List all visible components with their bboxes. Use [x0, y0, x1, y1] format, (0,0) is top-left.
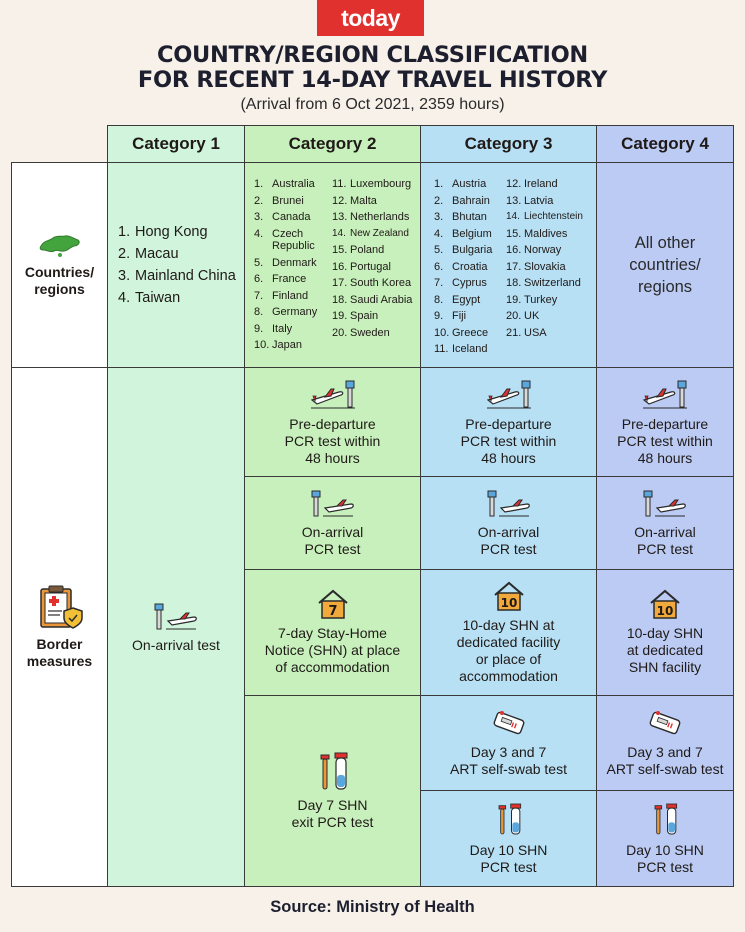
- row-label-border-measures: [11, 367, 108, 887]
- list-item: 3. Canada: [254, 211, 311, 223]
- arrival-plane-icon: [311, 488, 355, 518]
- list-item: 20. Sweden: [332, 326, 390, 339]
- category-3-list-right: [506, 176, 594, 341]
- list-item: 21. USA: [506, 326, 547, 339]
- border-label-line-2: measures: [26, 653, 93, 669]
- exit-test-text: exit PCR test: [291, 814, 374, 830]
- shn-10-text: or place of: [475, 650, 542, 667]
- day10-test-text: PCR test: [480, 858, 537, 875]
- list-item: 13. Latvia: [506, 194, 554, 207]
- svg-text:10: 10: [500, 595, 517, 610]
- list-item: 12. Malta: [332, 194, 377, 207]
- category-3-day10-test: [420, 790, 597, 887]
- pre-departure-text: Pre-departure: [289, 415, 376, 432]
- shn-10-text: accommodation: [459, 667, 558, 684]
- list-item: 17. South Korea: [332, 277, 412, 289]
- day10-test-text: PCR test: [636, 858, 693, 875]
- art-test-text: ART self-swab test: [450, 761, 567, 777]
- shn-7-text: of accommodation: [275, 659, 390, 675]
- list-item: 10. Japan: [254, 339, 302, 351]
- list-item: 10. Greece: [434, 326, 489, 339]
- category-1-measures: [107, 367, 245, 887]
- on-arrival-text: PCR test: [304, 541, 361, 557]
- category-1-list: [118, 221, 236, 309]
- arrival-plane-icon: [643, 488, 687, 518]
- on-arrival-text: On-arrival: [477, 524, 540, 540]
- test-tubes-icon: [650, 802, 680, 836]
- arrival-plane-icon: [487, 488, 531, 518]
- list-item: 1. Hong Kong: [118, 224, 208, 240]
- title-line-1: COUNTRY/REGION CLASSIFICATION: [157, 42, 588, 68]
- on-arrival-text: On-arrival: [301, 524, 364, 540]
- category-4-art-test: [596, 695, 734, 791]
- pre-departure-text: Pre-departure: [465, 415, 552, 432]
- category-4-day10-test: [596, 790, 734, 887]
- list-item: 8. Germany: [254, 306, 318, 318]
- clipboard-shield-icon: [36, 584, 84, 630]
- category-2-pre-departure: [244, 367, 421, 477]
- list-item: 7. Cyprus: [434, 277, 487, 289]
- header-category-4: Category 4: [596, 125, 734, 163]
- category-1-countries: [107, 162, 245, 368]
- list-item: 2. Brunei: [254, 194, 304, 207]
- category-4-countries: [596, 162, 734, 368]
- category-3-pre-departure: [420, 367, 597, 477]
- list-item: 5. Denmark: [254, 256, 317, 269]
- page-subtitle: (Arrival from 6 Oct 2021, 2359 hours): [240, 96, 505, 113]
- category-2-on-arrival: [244, 476, 421, 570]
- house-10-icon: [648, 589, 682, 619]
- departure-plane-icon: [309, 378, 357, 410]
- list-item: 8. Egypt: [434, 293, 481, 306]
- svg-text:7: 7: [327, 604, 338, 619]
- list-item: 11. Iceland: [434, 343, 488, 355]
- pre-departure-text: PCR test within: [284, 432, 381, 449]
- list-item: 3. Bhutan: [434, 211, 487, 223]
- category-3-list-left: [434, 176, 506, 358]
- list-item: 19. Spain: [332, 310, 379, 322]
- list-item: 13. Netherlands: [332, 211, 410, 223]
- list-item: 15. Poland: [332, 244, 385, 256]
- category-3-on-arrival: [420, 476, 597, 570]
- list-item: 7. Finland: [254, 289, 309, 302]
- art-test-text: Day 3 and 7: [470, 744, 547, 760]
- list-item: 15. Maldives: [506, 227, 568, 240]
- category-4-on-arrival: [596, 476, 734, 570]
- category-2-exit-test: [244, 695, 421, 887]
- exit-test-text: Day 7 SHN: [297, 797, 368, 813]
- list-item: 11. Luxembourg: [332, 178, 412, 190]
- pre-departure-text: 48 hours: [305, 449, 360, 466]
- list-item: 19. Turkey: [506, 293, 558, 306]
- category-4-pre-departure: [596, 367, 734, 477]
- list-item: 2. Macau: [118, 246, 179, 262]
- header-category-3: Category 3: [420, 125, 597, 163]
- list-item: 6. France: [254, 273, 307, 285]
- shn-7-text: Notice (SHN) at place: [264, 642, 401, 658]
- category-2-countries: [244, 162, 421, 368]
- shn-10-text: 10-day SHN: [626, 625, 704, 641]
- pre-departure-text: PCR test within: [460, 432, 557, 449]
- list-item: 4. Taiwan: [118, 290, 181, 306]
- day10-test-text: Day 10 SHN: [626, 841, 704, 858]
- today-logo: today: [317, 0, 424, 36]
- list-item: 9. Italy: [254, 322, 293, 335]
- classification-table: [11, 125, 734, 887]
- countries-label-line-2: regions: [34, 281, 85, 297]
- header-category-2: Category 2: [244, 125, 421, 163]
- shn-10-text: 10-day SHN at: [462, 616, 555, 633]
- departure-plane-icon: [641, 378, 689, 410]
- island-map-icon: [38, 232, 82, 258]
- border-label-line-1: Border: [36, 636, 83, 652]
- category-2-shn: [244, 569, 421, 696]
- countries-label-line-1: Countries/: [24, 264, 95, 280]
- list-item: 2. Bahrain: [434, 194, 490, 207]
- house-7-icon: [316, 589, 350, 619]
- title-line-2: FOR RECENT 14-DAY TRAVEL HISTORY: [137, 67, 608, 93]
- art-kit-icon: [648, 708, 682, 738]
- test-tubes-icon: [494, 802, 524, 836]
- departure-plane-icon: [485, 378, 533, 410]
- category-4-text-line-3: regions: [637, 278, 693, 296]
- row-label-countries: [11, 162, 108, 368]
- list-item: 1. Australia: [254, 178, 315, 190]
- list-item: 1. Austria: [434, 178, 487, 190]
- list-item: 14. Liechtenstein: [506, 211, 583, 222]
- list-item: 12. Ireland: [506, 178, 558, 190]
- pre-departure-text: 48 hours: [481, 449, 536, 466]
- category-4-text-line-2: countries/: [629, 256, 701, 274]
- list-item: 4. Belgium: [434, 227, 492, 240]
- shn-10-text: dedicated facility: [456, 633, 561, 650]
- category-2-list-right: [332, 176, 418, 341]
- category-2-list-left: [254, 176, 332, 354]
- on-arrival-text: PCR test: [480, 541, 537, 557]
- pre-departure-text: PCR test within: [617, 432, 713, 449]
- art-test-text: ART self-swab test: [606, 761, 724, 777]
- list-item: 18. Saudi Arabia: [332, 293, 413, 306]
- list-item: 16. Portugal: [332, 260, 391, 273]
- shn-7-text: 7-day Stay-Home: [278, 625, 387, 641]
- pre-departure-text: 48 hours: [637, 449, 693, 466]
- list-item: 5. Bulgaria: [434, 244, 493, 256]
- header-category-1: Category 1: [107, 125, 245, 163]
- list-item: 6. Croatia: [434, 260, 488, 273]
- day10-test-text: Day 10 SHN: [469, 841, 548, 858]
- art-kit-icon: [492, 708, 526, 738]
- list-item: 20. UK: [506, 310, 540, 322]
- on-arrival-text: PCR test: [636, 541, 693, 557]
- source-note: Source: Ministry of Health: [270, 898, 475, 916]
- list-item: 17. Slovakia: [506, 260, 566, 273]
- category-1-on-arrival-text: On-arrival test: [132, 636, 220, 653]
- category-3-shn: [420, 569, 597, 696]
- category-3-art-test: [420, 695, 597, 791]
- list-item: 3. Mainland China: [118, 268, 236, 284]
- on-arrival-plane-icon: [154, 601, 198, 631]
- list-item: 18. Switzerland: [506, 277, 581, 289]
- pre-departure-text: Pre-departure: [621, 415, 709, 432]
- svg-text:10: 10: [656, 604, 674, 618]
- category-4-text-line-1: All other: [634, 234, 696, 252]
- shn-10-text: SHN facility: [628, 659, 702, 675]
- art-test-text: Day 3 and 7: [627, 744, 703, 760]
- list-item: 9. Fiji: [434, 310, 467, 322]
- shn-10-text: at dedicated: [626, 642, 704, 658]
- category-3-countries: [420, 162, 597, 368]
- page-title: [0, 43, 745, 93]
- list-item: 16. Norway: [506, 244, 562, 256]
- house-10-icon: [492, 581, 526, 611]
- test-tubes-icon: [315, 751, 351, 791]
- list-item: 14. New Zealand: [332, 227, 409, 239]
- list-item: 4. Czech Republic: [254, 227, 315, 252]
- category-4-shn: [596, 569, 734, 696]
- on-arrival-text: On-arrival: [634, 524, 696, 540]
